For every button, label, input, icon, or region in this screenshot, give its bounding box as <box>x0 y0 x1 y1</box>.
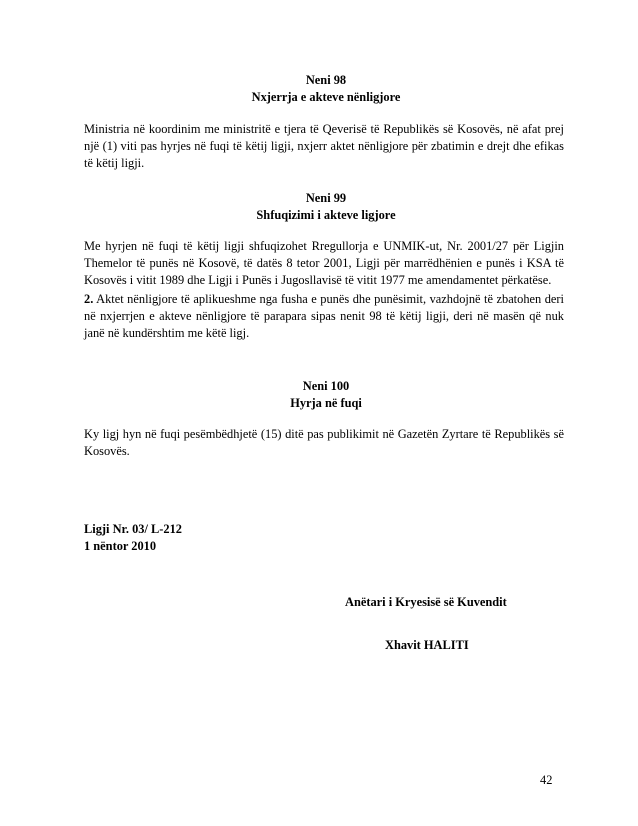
article-100-paragraph: Ky ligj hyn në fuqi pesëmbëdhjetë (15) ditë pas publikimit në Gazetën Zyrtare të Republikës së Kosovës. <box>84 427 564 459</box>
law-number: Ligji Nr. 03/ L-212 <box>84 522 182 536</box>
article-99-heading <box>84 190 568 225</box>
item-marker: 2. <box>84 292 94 306</box>
article-title: Hyrja në fuqi <box>290 396 362 411</box>
article-number: Neni 98 <box>305 73 347 87</box>
article-title: Nxjerrja e akteve nënligjore <box>251 90 401 105</box>
article-98-heading <box>84 72 568 107</box>
article-title: Shfuqizimi i akteve ligjore <box>256 208 396 223</box>
signatory-role: Anëtari i Kryesisë së Kuvendit <box>345 595 507 609</box>
article-98-paragraph: Ministria në koordinim me ministritë e tjera të Qeverisë të Republikës së Kosovës, në afat prej një (1) viti pas hyrjes në fuqi të këtij ligji, nxjerr aktet nënligjore për zbatimin e drejt dhe efikas të këtij ligji. <box>84 122 564 171</box>
page-number: 42 <box>540 773 553 787</box>
signatory-name: Xhavit HALITI <box>385 638 469 652</box>
article-99-paragraph-2 <box>84 291 564 343</box>
law-info <box>84 521 182 556</box>
paragraph-text: Aktet nënligjore të aplikueshme nga fusha e punës dhe punësimit, vazhdojnë të zbatohen deri në nxjerrjen e akteve nënligjore të parapara sipas nenit 98 të këtij ligji, deri në masën që nuk janë në kundërshtim me këtë ligj. <box>84 292 564 341</box>
law-date: 1 nëntor 2010 <box>84 539 157 554</box>
article-99-paragraph-1: Me hyrjen në fuqi të këtij ligji shfuqizohet Rregullorja e UNMIK-ut, Nr. 2001/27 për Ligjin Themelor të punës në Kosovë, të datës 8 tetor 2001, Ligji për marrëdhënien e punës i KSA të Kosovës i vitit 1989 dhe Ligji i Punës i Jugosllavisë të vitit 1977 me amendamentet përkatëse. <box>84 239 564 288</box>
article-number: Neni 100 <box>302 379 350 393</box>
article-100-heading <box>84 378 568 413</box>
article-number: Neni 99 <box>305 191 347 205</box>
